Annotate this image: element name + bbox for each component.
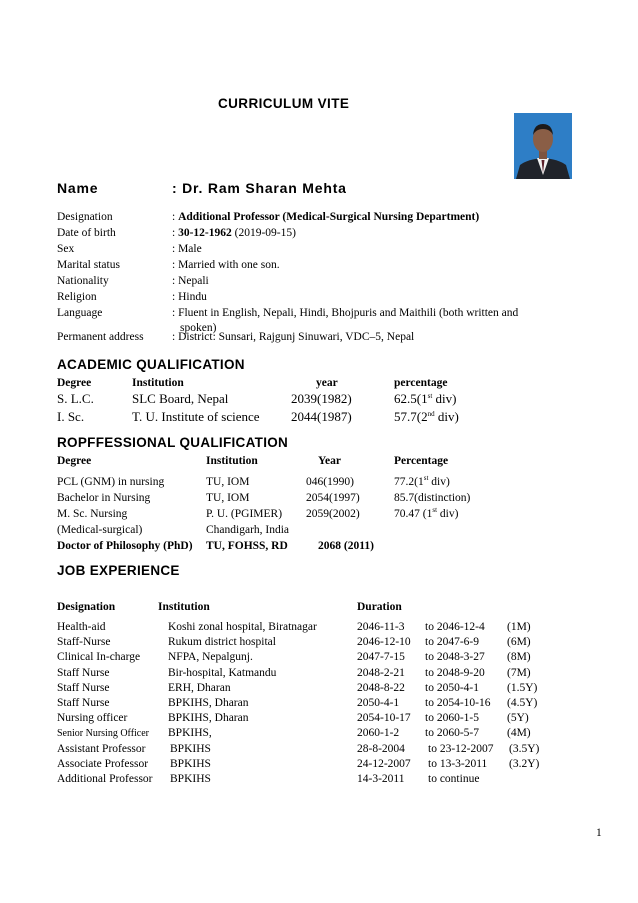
personal-label: Nationality [57, 275, 109, 287]
page-number: 1 [596, 827, 602, 839]
job-institution: Koshi zonal hospital, Biratnagar [168, 621, 317, 633]
personal-separator: : [172, 291, 179, 303]
personal-separator: : [172, 259, 179, 271]
job-designation: Health-aid [57, 621, 106, 633]
person-portrait-icon [514, 113, 572, 179]
academic-heading: ACADEMIC QUALIFICATION [57, 357, 245, 372]
personal-value [172, 307, 518, 319]
personal-label: Date of birth [57, 227, 116, 239]
job-end-date: to 13-3-2011 [428, 757, 488, 770]
job-designation: Senior Nursing Officer [57, 728, 150, 740]
professional-degree: Bachelor in Nursing [57, 492, 151, 504]
personal-value-bold: Additional Professor (Medical-Surgical Nursing Department) [178, 211, 480, 223]
personal-separator: : [172, 227, 179, 239]
job-institution: NFPA, Nepalgunj. [168, 651, 253, 664]
percentage-suffix: div) [434, 409, 459, 424]
personal-label: Permanent address [57, 331, 144, 343]
job-designation: Additional Professor [57, 773, 153, 785]
personal-label: Marital status [57, 259, 120, 271]
job-institution: BPKIHS, Dharan [168, 697, 249, 709]
percentage-suffix: div) [428, 476, 450, 488]
job-institution: Bir-hospital, Katmandu [168, 666, 277, 679]
professional-institution: TU, FOHSS, RD [206, 540, 288, 552]
personal-value-text: Married with one son. [178, 259, 280, 271]
job-designation: Staff Nurse [57, 681, 110, 694]
job-start-date: 2046-11-3 [357, 621, 405, 633]
name-value: : Dr. Ram Sharan Mehta [172, 180, 347, 196]
personal-separator: : [172, 307, 179, 319]
professional-percentage [394, 508, 458, 520]
job-duration: (4M) [507, 727, 531, 740]
job-start-date: 24-12-2007 [357, 757, 411, 770]
personal-label: Sex [57, 243, 75, 255]
percentage-value: 57.7(2 [394, 409, 428, 424]
percentage-suffix: div) [437, 508, 459, 520]
professional-year: 2068 (2011) [318, 540, 374, 552]
professional-year: 2059(2002) [306, 508, 360, 520]
personal-label: Language [57, 307, 103, 319]
professional-institution: TU, IOM [206, 476, 250, 488]
job-designation: Staff Nurse [57, 666, 110, 679]
job-institution: BPKIHS [170, 773, 211, 785]
job-end-date: to 2050-4-1 [425, 681, 479, 694]
job-duration: (3.5Y) [509, 742, 540, 755]
professional-institution: TU, IOM [206, 492, 250, 504]
academic-header: percentage [394, 377, 448, 389]
personal-value [172, 331, 414, 343]
name-label: Name [57, 180, 99, 196]
professional-year: 046(1990) [306, 476, 354, 488]
academic-percentage [394, 409, 459, 425]
personal-label: Designation [57, 211, 113, 223]
percentage-superscript: st [427, 392, 433, 400]
professional-degree: PCL (GNM) in nursing [57, 476, 165, 488]
personal-value-text: Fluent in English, Nepali, Hindi, Bhojpuris and Maithili (both written and [178, 307, 519, 319]
academic-year: 2039(1982) [291, 391, 352, 406]
job-start-date: 28-8-2004 [357, 742, 405, 755]
job-start-date: 2060-1-2 [357, 727, 400, 740]
professional-year: 2054(1997) [306, 492, 360, 504]
job-designation: Clinical In-charge [57, 651, 141, 664]
personal-value [172, 243, 202, 255]
job-end-date: to continue [428, 773, 480, 785]
job-institution: Rukum district hospital [168, 636, 276, 649]
percentage-value: 85.7(distinction) [394, 492, 471, 504]
percentage-value: 77.2(1 [394, 476, 424, 488]
academic-degree: I. Sc. [57, 409, 85, 424]
job-institution: BPKIHS, Dharan [168, 712, 249, 725]
academic-header: Degree [57, 377, 92, 389]
job-end-date: to 2046-12-4 [425, 621, 485, 633]
professional-header: Year [318, 455, 341, 467]
professional-institution: Chandigarh, India [206, 524, 290, 536]
personal-value-bold: 30-12-1962 [178, 227, 232, 239]
document-title: CURRICULUM VITE [218, 96, 350, 111]
profile-photo [514, 113, 572, 179]
job-start-date: 14-3-2011 [357, 773, 405, 785]
percentage-superscript: st [432, 506, 438, 514]
personal-value-text: District: Sunsari, Rajgunj Sinuwari, VDC–5, Nepal [178, 331, 415, 343]
job-duration: (1.5Y) [507, 681, 538, 694]
job-duration: (6M) [507, 636, 531, 649]
personal-separator: : [172, 331, 179, 343]
job-header: Duration [357, 601, 402, 613]
job-start-date: 2050-4-1 [357, 697, 400, 709]
job-end-date: to 2047-6-9 [425, 636, 479, 649]
professional-header: Degree [57, 455, 92, 467]
personal-value [172, 259, 280, 271]
job-end-date: to 2048-9-20 [425, 666, 485, 679]
personal-value-text: Male [178, 243, 202, 255]
personal-separator: : [172, 243, 179, 255]
academic-institution: SLC Board, Nepal [132, 391, 229, 406]
job-end-date: to 2060-5-7 [425, 727, 479, 740]
job-end-date: to 23-12-2007 [428, 742, 494, 755]
percentage-superscript: nd [427, 410, 435, 418]
job-designation: Nursing officer [57, 712, 128, 725]
academic-header: Institution [132, 377, 184, 389]
professional-degree: M. Sc. Nursing [57, 508, 128, 520]
personal-separator: : [172, 211, 179, 223]
job-designation: Associate Professor [57, 757, 149, 770]
percentage-suffix: div) [432, 391, 457, 406]
job-end-date: to 2054-10-16 [425, 697, 491, 709]
professional-institution: P. U. (PGIMER) [206, 508, 283, 520]
personal-value [172, 227, 296, 239]
job-heading: JOB EXPERIENCE [57, 563, 180, 578]
job-header: Designation [57, 601, 116, 613]
personal-value [172, 291, 207, 303]
professional-header: Institution [206, 455, 258, 467]
personal-value-text: Hindu [178, 291, 207, 303]
job-institution: BPKIHS, [168, 727, 212, 740]
professional-percentage [394, 476, 450, 488]
job-designation: Staff-Nurse [57, 636, 111, 649]
personal-value-text: spoken) [180, 322, 217, 334]
job-start-date: 2048-2-21 [357, 666, 405, 679]
personal-value [172, 275, 209, 287]
personal-value-text: (2019-09-15) [231, 227, 296, 239]
job-designation: Staff Nurse [57, 697, 110, 709]
job-end-date: to 2048-3-27 [425, 651, 485, 664]
academic-header: year [316, 377, 338, 389]
personal-value-text: Nepali [178, 275, 209, 287]
professional-degree: (Medical-surgical) [57, 524, 143, 536]
job-duration: (1M) [507, 621, 531, 633]
job-start-date: 2054-10-17 [357, 712, 411, 725]
percentage-value: 70.47 (1 [394, 508, 433, 520]
professional-heading: ROPFFESSIONAL QUALIFICATION [57, 435, 289, 450]
job-start-date: 2047-7-15 [357, 651, 405, 664]
job-duration: (7M) [507, 666, 531, 679]
job-duration: (3.2Y) [509, 757, 540, 770]
job-institution: BPKIHS [170, 757, 211, 770]
job-designation: Assistant Professor [57, 742, 146, 755]
job-duration: (8M) [507, 651, 531, 664]
percentage-value: 62.5(1 [394, 391, 428, 406]
job-start-date: 2048-8-22 [357, 681, 405, 694]
academic-institution: T. U. Institute of science [132, 409, 260, 424]
job-duration: (5Y) [507, 712, 529, 725]
percentage-superscript: st [423, 474, 429, 482]
personal-label: Religion [57, 291, 97, 303]
job-end-date: to 2060-1-5 [425, 712, 479, 725]
professional-degree: Doctor of Philosophy (PhD) [57, 540, 193, 552]
job-header: Institution [158, 601, 210, 613]
academic-degree: S. L.C. [57, 391, 94, 406]
job-start-date: 2046-12-10 [357, 636, 411, 649]
personal-value [172, 211, 479, 223]
professional-percentage [394, 492, 470, 504]
job-duration: (4.5Y) [507, 697, 538, 709]
professional-header: Percentage [394, 455, 449, 467]
academic-year: 2044(1987) [291, 409, 352, 424]
academic-percentage [394, 391, 456, 407]
job-institution: ERH, Dharan [168, 681, 231, 694]
personal-separator: : [172, 275, 179, 287]
job-institution: BPKIHS [170, 742, 211, 755]
